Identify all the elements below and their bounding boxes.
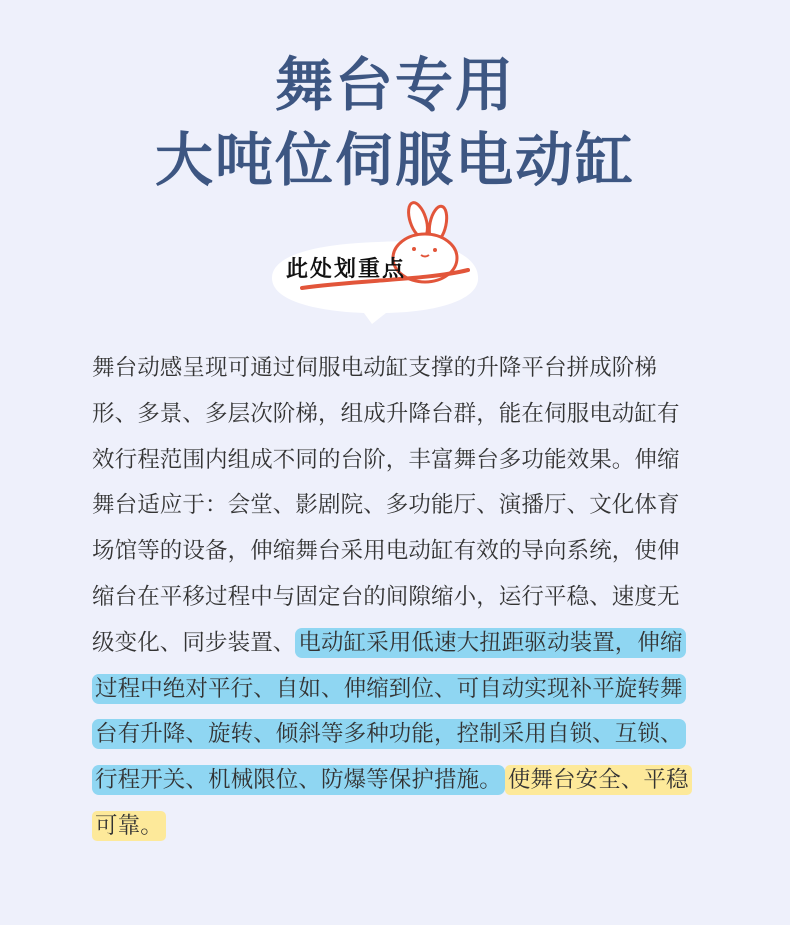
body-text-highlight-yellow: 使舞台安全、平稳可靠。 — [92, 765, 692, 841]
highlight-badge — [268, 200, 488, 325]
body-text-plain: 舞台动感呈现可通过伺服电动缸支撑的升降平台拼成阶梯形、多景、多层次阶梯，组成升降台群，能在伺服电动缸有效行程范围内组成不同的台阶，丰富舞台多功能效果。伸缩舞台适应于：会堂、影剧院、多功能厅、演播厅、文化体育场馆等的设备，伸缩舞台采用电动缸有效的导向系统，使伸缩台在平移过程中与固定台的间隙缩小，运行平稳、速度无级变化、同步装置、 — [92, 355, 680, 656]
body-paragraph — [92, 346, 700, 850]
body-text-highlight-blue: 电动缸采用低速大扭距驱动装置，伸缩过程中绝对平行、自如、伸缩到位、可自动实现补平旋转舞台有升降、旋转、倾斜等多种功能，控制采用自锁、互锁、行程开关、机械限位、防爆等保护措施。 — [92, 628, 686, 795]
badge-label: 此处划重点 — [286, 257, 407, 282]
page-title-line-1: 舞台专用 — [274, 51, 515, 119]
page-title-line-2: 大吨位伺服电动缸 — [154, 126, 635, 194]
